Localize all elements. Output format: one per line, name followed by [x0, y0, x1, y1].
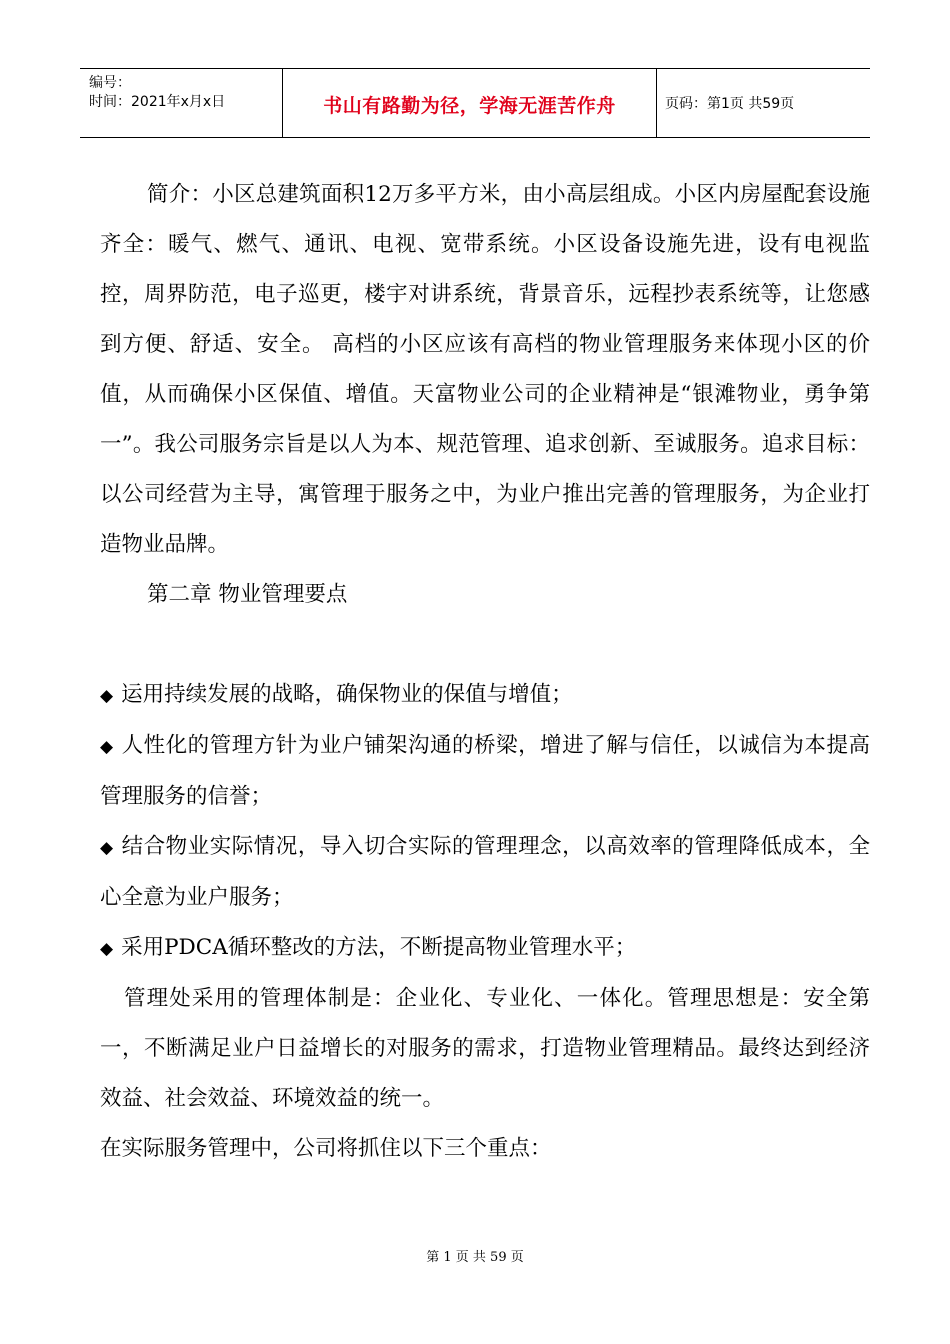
document-body [100, 170, 870, 1174]
bullet-text: 运用持续发展的战略，确保物业的保值与增值； [121, 682, 573, 707]
chapter-heading: 第二章 物业管理要点 [147, 582, 348, 607]
bullet-item [100, 670, 870, 721]
header-left-cell [80, 69, 282, 137]
bullet-item [100, 923, 870, 974]
diamond-bullet-icon: ◆ [100, 686, 114, 706]
number-label: 编号： [89, 75, 131, 91]
bullet-text: 结合物业实际情况，导入切合实际的管理理念，以高效率的管理降低成本，全心全意为业户服务； [100, 834, 870, 910]
diamond-bullet-icon: ◆ [100, 838, 114, 858]
blank-line [100, 620, 870, 670]
date-label: 时间：2021年x月x日 [89, 94, 226, 110]
motto-text: 书山有路勤为径，学海无涯苦作舟 [323, 95, 616, 117]
intro-paragraph: 简介：小区总建筑面积12万多平方米，由小高层组成。小区内房屋配套设施齐全：暖气、燃气、通讯、电视、宽带系统。小区设备设施先进，设有电视监控，周界防范，电子巡更，楼宇对讲系统，背景音乐，远程抄表系统等，让您感到方便、舒适、安全。 高档的小区应该有高档的物业管理服务来体现小区的价值，从而确保小区保值、增值。天富物业公司的企业精神是“银滩物业，勇争第一”。我公司服务宗旨是以人为本、规范管理、追求创新、至诚服务。追求目标：以公司经营为主导，寓管理于服务之中，为业户推出完善的管理服务，为企业打造物业品牌。 [100, 182, 870, 557]
diamond-bullet-icon: ◆ [100, 939, 114, 959]
header-right-cell [656, 69, 870, 137]
page-footer: 第 1 页 共 59 页 [426, 1250, 524, 1265]
page-code: 页码：第1页 共59页 [665, 96, 795, 112]
header-motto-cell [282, 69, 657, 137]
focus-line: 在实际服务管理中，公司将抓住以下三个重点： [100, 1136, 552, 1161]
bullet-text: 人性化的管理方针为业户铺架沟通的桥梁，增进了解与信任，以诚信为本提高管理服务的信誉； [100, 733, 870, 809]
document-header [80, 68, 870, 138]
bullet-item [100, 721, 870, 822]
bullet-item [100, 822, 870, 923]
diamond-bullet-icon: ◆ [100, 737, 114, 757]
bullet-text: 采用PDCA循环整改的方法，不断提高物业管理水平； [121, 935, 637, 960]
system-paragraph: 管理处采用的管理体制是：企业化、专业化、一体化。管理思想是：安全第一，不断满足业户日益增长的对服务的需求，打造物业管理精品。最终达到经济效益、社会效益、环境效益的统一。 [100, 986, 870, 1111]
